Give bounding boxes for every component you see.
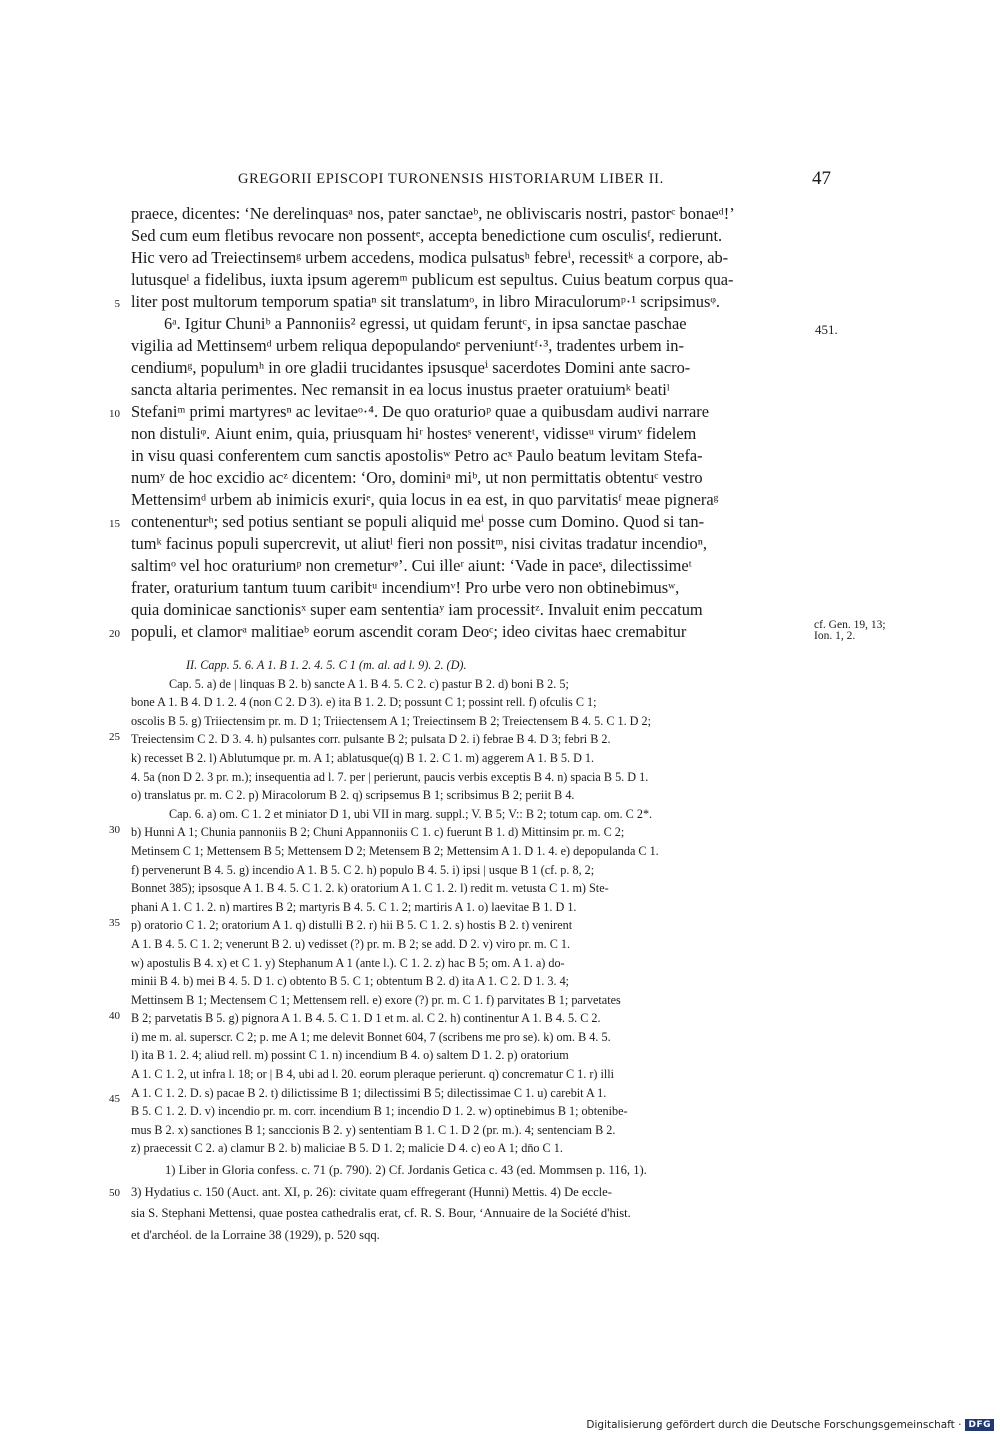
text-line: sancta altaria perimentes. Nec remansit in ea locus inustus praeter oratuiumᵏ beatiˡ (131, 380, 670, 399)
footnote-line: 3) Hydatius c. 150 (Auct. ant. XI, p. 26): civitate quam effregerant (Hunni) Mettis. 4) De eccle- (131, 1184, 612, 1199)
line-number: 5 (114, 298, 120, 310)
page-number: 47 (812, 168, 831, 189)
apparatus-line: A 1. B 4. 5. C 1. 2; venerunt B 2. u) vedisset (?) pr. m. B 2; se add. D 2. v) viro pr. m. C 1. (131, 936, 571, 951)
apparatus-line: oscolis B 5. g) Triiectensim pr. m. D 1; Triiectensem A 1; Treiectinsem B 2; Treiectensem B 4. 5. C 1. D 2; (131, 713, 652, 728)
apparatus-line: B 2; parvetatis B 5. g) pignora A 1. B 4. 5. C 1. D 1 et m. al. C 2. h) continentur A 1. B 4. 5. C 2. (131, 1011, 601, 1026)
margin-reference (814, 620, 886, 642)
text-line: contenenturʰ; sed potius sentiant se populi aliquid meⁱ posse cum Domino. Quod si tan- (131, 512, 705, 531)
apparatus-line: z) praecessit C 2. a) clamur B 2. b) maliciae B 5. D 1. 2; malicie D 4. c) eo A 1; dn̄o C 1. (131, 1141, 563, 1156)
apparatus-line: phani A 1. C 1. 2. n) martires B 2; martyris B 4. 5. C 1. 2; martiris A 1. o) laevitae B 1. D 1. (131, 899, 577, 914)
text-line: Hic vero ad Treiectinsemᵍ urbem accedens, modica pulsatusʰ febreⁱ, recessitᵏ a corpore, ab- (131, 248, 729, 267)
apparatus-line: Cap. 6. a) om. C 1. 2 et miniator D 1, ubi VII in marg. suppl.; V. B 5; V:: B 2; totum cap. om. C 2*. (169, 806, 653, 821)
apparatus-line: w) apostulis B 4. x) et C 1. y) Stephanum A 1 (ante l.). C 1. 2. z) hac B 5; om. A 1. a) do- (131, 955, 565, 970)
apparatus-line: A 1. C 1. 2, ut infra l. 18; or | B 4, ubi ad l. 20. eorum pleraque perierunt. q) concrematur C 1. r) illi (131, 1067, 615, 1082)
text-line: lutusqueˡ a fidelibus, iuxta ipsum ageremᵐ publicum est sepultus. Cuius beatum corpus qua- (131, 270, 734, 289)
text-line: in visu quasi conferentem cum sanctis apostolisʷ Petro acˣ Paulo beatum levitam Stefa- (131, 446, 703, 465)
apparatus-line: k) recesset B 2. l) Ablutumque pr. m. A 1; ablatusque(q) B 1. 2. C 1. m) aggerem A 1. B 5. D 1. (131, 750, 595, 765)
apparatus-line: o) translatus pr. m. C 2. p) Miracolorum B 2. q) scripsemus B 1; scribsimus B 2; periit B 4. (131, 788, 575, 803)
apparatus-line: minii B 4. b) mei B 4. 5. D 1. c) obtento B 5. C 1; obtentum B 2. d) ita A 1. C 2. D 1. 3. 4; (131, 974, 570, 989)
text-line: Stefaniᵐ primi martyresⁿ ac levitaeᵒ·⁴. De quo oraturioᵖ quae a quibusdam audivi narrare (131, 402, 710, 421)
text-line: 6ᵃ. Igitur Chuniᵇ a Pannoniis² egressi, ut quidam feruntᶜ, in ipsa sanctae paschae (164, 314, 687, 333)
text-line: saltimᵒ vel hoc oraturiumᵖ non cremeturᵠ’. Cui illeʳ aiunt: ‘Vade in paceˢ, dilectissimeᵗ (131, 556, 692, 575)
text-line: numʸ de hoc excidio acᶻ dicentem: ‘Oro, dominiᵃ miᵇ, ut non permittatis obtentuᶜ vestro (131, 468, 703, 487)
text-line: vigilia ad Mettinsemᵈ urbem reliqua depopulandoᵉ perveniuntᶠ·³, tradentes urbem in- (131, 336, 684, 355)
apparatus-line: f) pervenerunt B 4. 5. g) incendio A 1. B 5. C 2. h) populo B 4. 5. i) ipsi | usque B 1 (cf. p. 8, 2; (131, 862, 595, 877)
footnotes (131, 1160, 815, 1246)
line-number: 25 (109, 731, 120, 743)
apparatus-line: Mettinsem B 1; Mectensem C 1; Mettensem rell. e) exore (?) pr. m. C 1. f) parvitates B 1; parvetates (131, 992, 621, 1007)
apparatus-heading: II. Capp. 5. 6. A 1. B 1. 2. 4. 5. C 1 (m. al. ad l. 9). 2. (D). (186, 658, 467, 672)
text-line: Sed cum eum fletibus revocare non possentᵉ, accepta benedictione cum osculisᶠ, redierunt. (131, 226, 723, 245)
line-number: 50 (109, 1187, 120, 1199)
digitization-credit-text: Digitalisierung gefördert durch die Deutsche Forschungsgemeinschaft · (586, 1419, 962, 1431)
line-number: 10 (109, 408, 120, 420)
text-line: frater, oraturium tantum tuum caribitᵘ incendiumᵛ! Pro urbe vero non obtinebimusʷ, (131, 578, 680, 597)
margin-ref-line: Ion. 1, 2. (814, 630, 856, 642)
text-line: liter post multorum temporum spatiaⁿ sit translatumᵒ, in libro Miraculorumᵖ·¹ scripsimusᵠ. (131, 292, 720, 311)
line-number: 15 (109, 518, 120, 530)
apparatus-line: p) oratorio C 1. 2; oratorium A 1. q) distulli B 2. r) hii B 5. C 1. 2. s) hostis B 2. t) venirent (131, 918, 573, 933)
text-line: cendiumᵍ, populumʰ in ore gladii trucidantes ipsusqueⁱ sacerdotes Domini ante sacro- (131, 358, 691, 377)
line-number: 30 (109, 824, 120, 836)
margin-year: 451. (815, 322, 838, 337)
text-line: quia dominicae sanctionisˣ super eam sententiaʸ iam processitᶻ. Invaluit enim peccatum (131, 600, 703, 619)
apparatus-line: 4. 5a (non D 2. 3 pr. m.); insequentia ad l. 7. per | perierunt, paucis verbis exceptis B 4. n) spacia B 5. D 1. (131, 769, 649, 784)
footnote-line: sia S. Stephani Mettensi, quae postea cathedralis erat, cf. R. S. Bour, ‘Annuaire de la Société d'hist. (131, 1206, 631, 1220)
apparatus-line: Bonnet 385); ipsosque A 1. B 4. 5. C 1. 2. k) oratorium A 1. C 1. 2. l) redit m. vetusta C 1. m) Ste- (131, 881, 609, 896)
apparatus-line: B 5. C 1. 2. D. v) incendio pr. m. corr. incendium B 1; incendio D 1. 2. w) optinebimus B 1; obtenibe- (131, 1104, 628, 1119)
text-line: non distuliᵠ. Aiunt enim, quia, priusquam hiʳ hostesˢ venerentᵗ, vidisseᵘ virumᵛ fidelem (131, 424, 697, 443)
line-number: 35 (109, 917, 120, 929)
apparatus-line: Cap. 5. a) de | linquas B 2. b) sancte A 1. B 4. 5. C 2. c) pastur B 2. d) boni B 2. 5; (169, 676, 569, 691)
critical-apparatus (131, 656, 815, 1158)
apparatus-line: A 1. C 1. 2. D. s) pacae B 2. t) dilictissime B 1; dilectissimi B 5; dilectissimae C 1. u) carebit A 1. (131, 1085, 607, 1100)
text-line: populi, et clamorᵃ malitiaeᵇ eorum ascendit coram Deoᶜ; ideo civitas haec cremabitur (131, 622, 687, 641)
main-text (131, 203, 805, 643)
margin-ref-line: cf. Gen. 19, 13; (814, 619, 886, 631)
apparatus-line: Treiectensim C 2. D 3. 4. h) pulsantes corr. pulsante B 2; pulsata D 2. i) febrae B 4. D 3; febri B 2. (131, 732, 611, 747)
footnote-line: 1) Liber in Gloria confess. c. 71 (p. 790). 2) Cf. Jordanis Getica c. 43 (ed. Mommsen p. 116, 1). (165, 1163, 647, 1177)
text-line: praece, dicentes: ‘Ne derelinquasᵃ nos, pater sanctaeᵇ, ne obliviscaris nostri, pastorᶜ bonaeᵈ!’ (131, 204, 735, 223)
apparatus-line: l) ita B 1. 2. 4; aliud rell. m) possint C 1. n) incendium B 4. o) saltem D 1. 2. p) oratorium (131, 1048, 569, 1063)
footnote-line: et d'archéol. de la Lorraine 38 (1929), p. 520 sqq. (131, 1227, 380, 1242)
line-number: 40 (109, 1010, 120, 1022)
text-line: Mettensimᵈ urbem ab inimicis exuriᵉ, quia locus in ea est, in quo parvitatisᶠ meae pigneraᵍ (131, 490, 719, 509)
dfg-logo: DFG (965, 1419, 994, 1431)
apparatus-line: mus B 2. x) sanctiones B 1; sanccionis B 2. y) sententiam B 1. C 1. D 2 (pr. m.). 4; sentenciam B 2. (131, 1122, 616, 1137)
line-number: 45 (109, 1093, 120, 1105)
apparatus-line: b) Hunni A 1; Chunia pannoniis B 2; Chuni Appannoniis C 1. c) fuerunt B 1. d) Mittinsim pr. m. C 2; (131, 825, 625, 840)
line-number: 20 (109, 628, 120, 640)
apparatus-line: Metinsem C 1; Mettensem B 5; Mettensem D 2; Metensem B 2; Mettensim A 1. D 1. 4. e) depopulanda C 1. (131, 843, 659, 858)
digitization-credit (586, 1419, 994, 1431)
apparatus-line: i) me m. al. superscr. C 2; p. me A 1; me delevit Bonnet 604, 7 (scribens me pro se). k) om. B 4. 5. (131, 1029, 611, 1044)
running-title: GREGORII EPISCOPI TURONENSIS HISTORIARUM LIBER II. (238, 171, 664, 187)
text-line: tumᵏ facinus populi supercrevit, ut aliutˡ fieri non possitᵐ, nisi civitas tradatur incendioⁿ, (131, 534, 707, 553)
apparatus-line: bone A 1. B 4. D 1. 2. 4 (non C 2. D 3). e) ita B 1. 2. D; possunt C 1; possint rell. f) ofculis C 1; (131, 695, 597, 710)
